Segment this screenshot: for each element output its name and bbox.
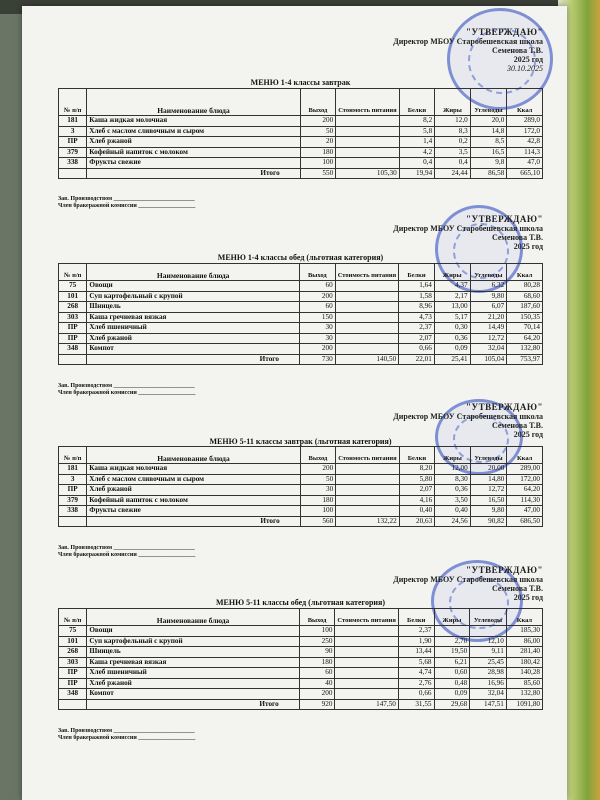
- table-row: 348 Компот 200 0,66 0,09 32,04 132,80: [59, 689, 543, 700]
- table-row: ПР Хлеб ржаной 30 2,07 0,36 12,72 64,20: [59, 333, 543, 344]
- signature-lines: Зав. Производством ___________________________ Член бракеражной комиссии ___________________: [58, 383, 196, 396]
- table-row: ПР Хлеб пшеничный 60 4,74 0,60 28,98 140,28: [59, 668, 543, 679]
- table-row: ПР Хлеб ржаной 40 2,76 0,48 16,96 85,60: [59, 678, 543, 689]
- table-row: 338 Фрукты свежие 100 0,40 0,40 9,80 47,00: [59, 506, 543, 517]
- menu-section-4: [58, 564, 543, 800]
- menu-title: МЕНЮ 1-4 классы завтрак: [250, 78, 351, 87]
- menu-table: [58, 263, 543, 365]
- table-row: 348 Компот 200 0,66 0,09 32,04 132,80: [59, 344, 543, 355]
- table-row: ПР Хлеб ржаной 30 2,07 0,36 12,72 64,20: [59, 485, 543, 496]
- table-row: 338 Фрукты свежие 100 0,4 0,4 9,8 47,0: [59, 158, 543, 169]
- table-header: № п/п Наименование блюда Выход Стоимость питания Белки Жиры Углеводы Ккал: [59, 609, 543, 626]
- table-row: 101 Суп картофельный с крупой 250 1,90 2,70 12,10 86,00: [59, 636, 543, 647]
- table-total-row: Итого 730 140,50 22,01 25,41 105,04 753,97: [59, 354, 543, 365]
- menu-section-2: [58, 211, 543, 401]
- approval-block: "УТВЕРЖДАЮ" Директор МБОУ Старобешевская школа Семенова Т.В. 2025 год 30.10.2025: [393, 27, 543, 73]
- table-total-row: Итого 920 147,50 31,55 29,68 147,51 1091,80: [59, 699, 543, 710]
- table-header: № п/п Наименование блюда Выход Стоимость питания Белки Жиры Углеводы Ккал: [59, 89, 543, 116]
- table-row: 303 Каша гречневая вязкая 150 4,73 5,17 21,20 150,35: [59, 312, 543, 323]
- table-row: 268 Шницель 60 8,96 13,00 6,07 187,60: [59, 302, 543, 313]
- approval-block: "УТВЕРЖДАЮ" Директор МБОУ Старобешевская школа Семенова Т.В. 2025 год: [393, 214, 543, 251]
- table-row: ПР Хлеб ржаной 20 1,4 0,2 8,5 42,8: [59, 137, 543, 148]
- table-total-row: Итого 560 132,22 20,63 24,56 90,82 686,50: [59, 516, 543, 527]
- table-row: 75 Овощи 60 1,64 4,37 6,32 80,28: [59, 281, 543, 292]
- table-row: ПР Хлеб пшеничный 30 2,37 0,30 14,49 70,14: [59, 323, 543, 334]
- table-row: 75 Овощи 100 2,37 185,30: [59, 626, 543, 637]
- table-row: 101 Суп картофельный с крупой 200 1,58 2,17 9,80 68,60: [59, 291, 543, 302]
- approval-block: "УТВЕРЖДАЮ" Директор МБОУ Старобешевская школа Семенова Т.В. 2025 год: [393, 402, 543, 439]
- approval-block: "УТВЕРЖДАЮ" Директор МБОУ Старобешевская школа Семенова Т.В. 2025 год: [393, 565, 543, 602]
- table-row: 3 Хлеб с маслом сливочным и сыром 50 5,80 8,30 14,80 172,00: [59, 474, 543, 485]
- menu-title: МЕНЮ 5-11 классы обед (льготная категория): [216, 598, 385, 607]
- signature-lines: Зав. Производством ___________________________ Член бракеражной комиссии ___________________: [58, 196, 196, 209]
- menu-title: МЕНЮ 5-11 классы завтрак (льготная категория): [209, 437, 392, 446]
- table-header: № п/п Наименование блюда Выход Стоимость питания Белки Жиры Углеводы Ккал: [59, 264, 543, 281]
- table-row: 181 Каша жидкая молочная 200 8,2 12,0 20,0 289,0: [59, 116, 543, 127]
- menu-section-1: [58, 28, 543, 208]
- menu-table: [58, 446, 543, 527]
- menu-title: МЕНЮ 1-4 классы обед (льготная категория): [217, 253, 384, 262]
- menu-table: [58, 88, 543, 179]
- signature-lines: Зав. Производством ___________________________ Член бракеражной комиссии ___________________: [58, 545, 196, 558]
- table-row: 3 Хлеб с маслом сливочным и сыром 50 5,8 8,3 14,8 172,0: [59, 126, 543, 137]
- table-total-row: Итого 550 105,30 19,94 24,44 86,58 665,10: [59, 168, 543, 179]
- table-row: 303 Каша гречневая вязкая 180 5,68 6,21 25,45 180,42: [59, 657, 543, 668]
- table-header: № п/п Наименование блюда Выход Стоимость питания Белки Жиры Углеводы Ккал: [59, 447, 543, 464]
- menu-table: [58, 608, 543, 710]
- table-row: 379 Кофейный напиток с молоком 180 4,16 3,50 16,50 114,30: [59, 495, 543, 506]
- menu-sheet: [22, 6, 567, 800]
- table-row: 181 Каша жидкая молочная 200 8,20 12,00 20,00 289,00: [59, 464, 543, 475]
- signature-lines: Зав. Производством ___________________________ Член бракеражной комиссии ___________________: [58, 728, 196, 741]
- menu-section-3: [58, 401, 543, 561]
- table-row: 379 Кофейный напиток с молоком 180 4,2 3,5 16,5 114,3: [59, 147, 543, 158]
- table-row: 268 Шницель 90 13,44 19,50 9,11 281,40: [59, 647, 543, 658]
